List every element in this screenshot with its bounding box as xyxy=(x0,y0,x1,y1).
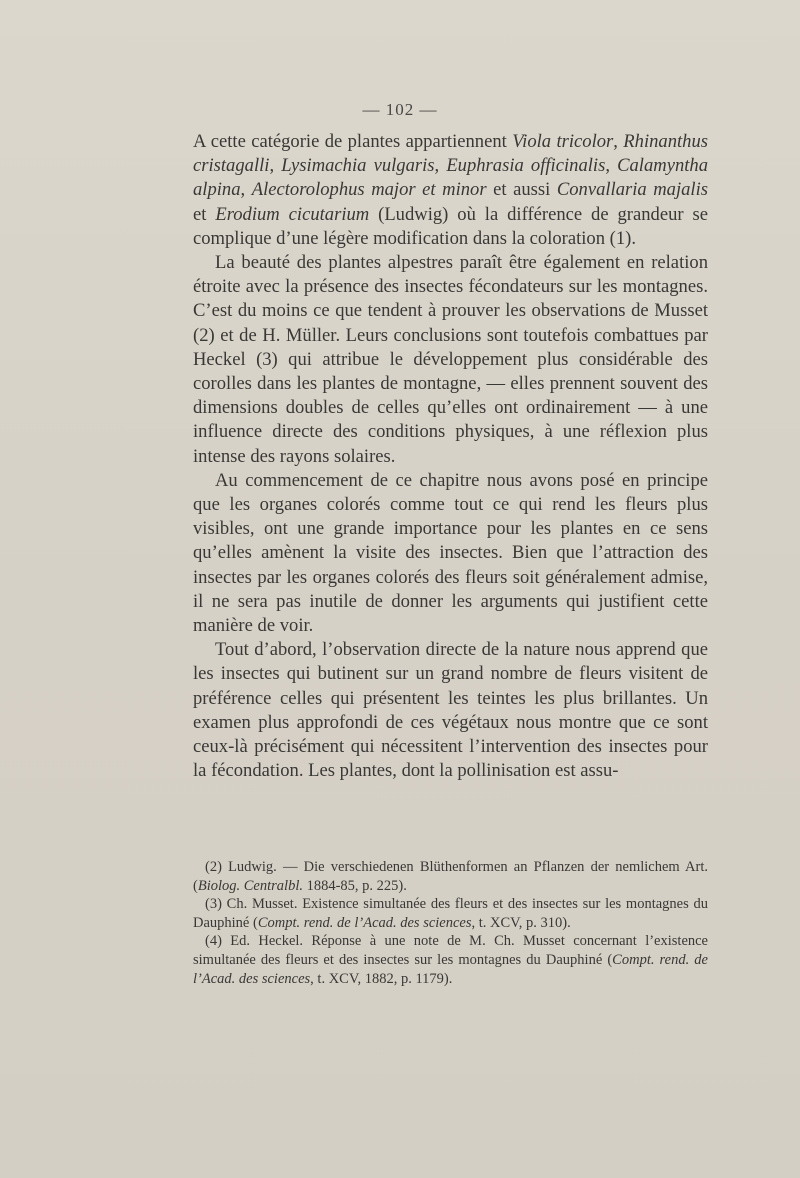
page-number: — 102 — xyxy=(362,100,438,119)
text-run: , t. XCV, p. 310). xyxy=(471,914,571,931)
text-run: , xyxy=(434,155,447,177)
text-run: Tout d’abord, l’observation directe de la nature nous apprend que les insectes qui butinent sur un grand nombre de fleurs visitent de préférence celles qui présentent les teintes les plus brillantes. Un examen plus approfondi de ces végétaux nous montre que ce sont ceux-là précisément qui nécessitent l’intervention des insectes pour la fécondation. Les plantes, dont la pollinisation est assu- xyxy=(193,639,708,782)
paragraph xyxy=(193,638,708,783)
text-run: (4) Ed. Heckel. Réponse à une note de M. Ch. Musset concernant l’existence simultanée des fleurs et des insectes sur les montagnes du Dauphiné ( xyxy=(193,933,708,968)
text-run: 1884-85, p. 225). xyxy=(302,877,407,894)
italic-text: Alectorolophus major et minor xyxy=(251,179,487,201)
text-run: (Ludwig) où la différence de grandeur se complique d’une légère modification dans la coloration (1). xyxy=(193,203,708,249)
paragraph xyxy=(193,469,708,638)
text-run: La beauté des plantes alpestres paraît être également en relation étroite avec la présence des insectes fécondateurs sur les montagnes. C’est du moins ce que tendent à prouver les observations de Musset (2) et de H. Müller. Leurs conclusions sont toutefois combattues par Heckel (3) qui attribue le développement plus considérable des corolles dans les plantes de montagne, — elles prennent souvent des dimensions doubles de celles qu’elles ont ordinairement — à une influence directe des conditions physiques, à une réflexion plus intense des rayons solaires. xyxy=(193,252,708,467)
text-run: , xyxy=(613,131,624,152)
italic-text: Convallaria majalis xyxy=(556,179,709,201)
text-run: et xyxy=(193,203,216,225)
text-run: , t. XCV, 1882, p. 1179). xyxy=(310,970,453,987)
italic-text: Compt. rend. de l’Acad. des sciences xyxy=(257,914,472,931)
italic-text: Euphrasia officinalis xyxy=(446,155,606,177)
italic-text: Rhinanthus cristagalli xyxy=(193,131,709,177)
italic-text: Viola tricolor xyxy=(512,131,614,152)
text-run: (3) Ch. Musset. Existence simultanée des fleurs et des insectes sur les montagnes du Dauphiné ( xyxy=(193,896,708,931)
text-run: , xyxy=(605,155,618,177)
paragraph xyxy=(193,130,708,251)
italic-text: Compt. rend. de l’Acad. des sciences xyxy=(193,951,708,987)
paragraph xyxy=(193,251,708,469)
text-run: et aussi xyxy=(486,179,557,201)
italic-text: Biolog. Centralbl. xyxy=(197,877,303,894)
footnote xyxy=(193,895,708,932)
text-run: , xyxy=(269,155,282,177)
text-run: Au commencement de ce chapitre nous avons posé en principe que les organes colorés comme tout ce qui rend les fleurs plus visibles, ont une grande importance pour les plantes en ce sens qu’elles amènent la visite des insectes. Bien que l’attraction des insectes par les organes colorés des fleurs soit généralement admise, il ne sera pas inutile de donner les arguments qui justifient cette manière de voir. xyxy=(193,469,708,637)
footnote xyxy=(193,932,708,988)
footnote xyxy=(193,858,708,895)
body-text xyxy=(193,130,708,783)
text-run: , xyxy=(240,179,252,201)
footnotes xyxy=(193,858,708,988)
italic-text: Erodium cicutarium xyxy=(215,203,370,225)
text-run: A cette catégorie de plantes appartiennent xyxy=(193,131,513,152)
text-run: (2) Ludwig. — Die verschiedenen Blüthenformen an Pflanzen der nemlichem Art. ( xyxy=(193,859,708,894)
italic-text: Calamyntha alpina xyxy=(193,155,709,201)
italic-text: Lysimachia vulgaris xyxy=(281,155,435,177)
